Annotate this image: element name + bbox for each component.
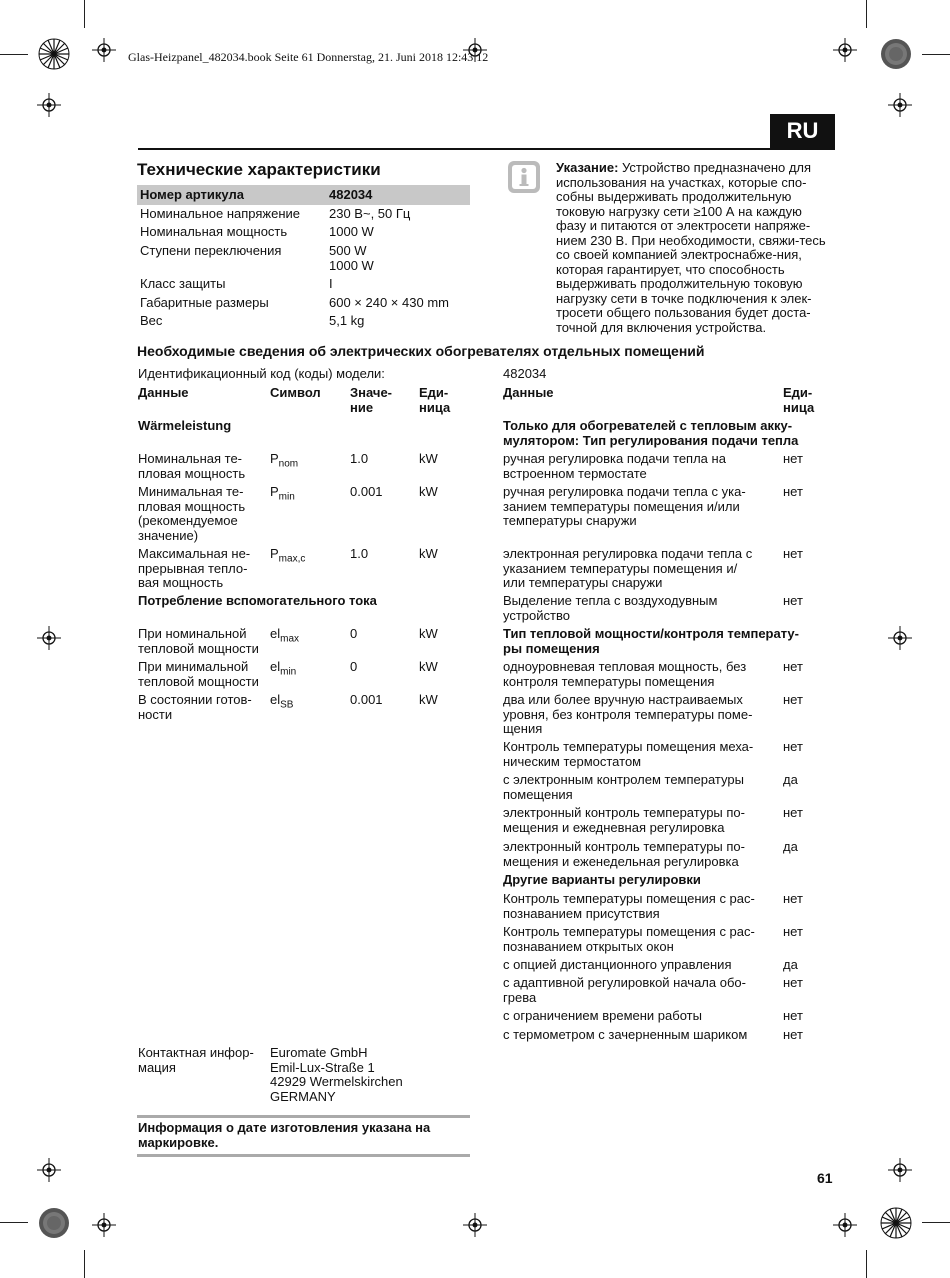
note-text: Устройство предназначено для использования на участках, которые спо-собны выдерживать продолжительную токовую нагрузку сети ≥100 А на каждую фазу и питаются от электросети напряже-нием 230 В. При необходимости, свяжи-тесь со своей компанией электроснабже-ния, которая гарантирует, что способность выдерживать продолжительную токовую нагрузку сети в точке подключения к элек-тросети общего пользования будет доста-точной для включения устройства. (556, 160, 826, 335)
tech-label: Номинальное напряжение (140, 206, 301, 221)
group-heading: Тип тепловой мощности/контроля температу- ры помещения (503, 626, 799, 656)
group-heading: Wärmeleistung (138, 418, 232, 433)
left-row-value: 1.0 (350, 451, 369, 466)
right-row-value: нет (783, 593, 803, 608)
tech-label: Номер артикула (140, 187, 244, 202)
right-row-label: с термометром с зачерненным шариком (503, 1027, 748, 1042)
left-row-label: При номинальной тепловой мощности (138, 626, 259, 656)
right-row-value: нет (783, 659, 803, 674)
crop-mark (922, 54, 950, 55)
tech-title: Технические характеристики (137, 160, 381, 179)
model-label: Идентификационный код (коды) модели: (138, 366, 385, 381)
col-header-value: Значе- ние (350, 385, 393, 415)
left-row-symbol: $P_{nom}$ (270, 451, 299, 470)
right-row-label: с электронным контролем температуры помещения (503, 772, 744, 802)
tech-label: Вес (140, 313, 163, 328)
right-row-value: нет (783, 1008, 803, 1023)
right-row-label: два или более вручную настраиваемых уровня, без контроля температуры поме- щения (503, 692, 753, 736)
registration-mark-icon (37, 1158, 61, 1182)
tech-value: 600 × 240 × 430 mm (329, 295, 449, 310)
left-row-value: 0 (350, 659, 358, 674)
col-header-unit: Еди- ница (783, 385, 815, 415)
crop-mark (922, 1222, 950, 1223)
grey-disc-icon (880, 38, 912, 70)
contact-label: Контактная инфор- мация (138, 1045, 254, 1075)
right-row-value: нет (783, 924, 803, 939)
right-row-value: да (783, 772, 798, 787)
right-row-value: да (783, 957, 798, 972)
right-row-label: Выделение тепла с воздуходувным устройство (503, 593, 718, 623)
crop-mark (0, 1222, 28, 1223)
right-row-label: с адаптивной регулировкой начала обо- грева (503, 975, 746, 1005)
tech-value: 230 В~, 50 Гц (329, 206, 411, 221)
info-icon (507, 160, 541, 194)
right-row-value: нет (783, 1027, 803, 1042)
crop-mark (0, 54, 28, 55)
registration-mark-icon (37, 626, 61, 650)
tech-value: 5,1 kg (329, 313, 365, 328)
note-block (556, 161, 831, 335)
left-row-symbol: $P_{min}$ (270, 484, 295, 503)
right-row-label: электронный контроль температуры по- мещения и еженедельная регулировка (503, 839, 745, 869)
note-label: Указание: (556, 160, 619, 175)
tech-value: 482034 (329, 187, 373, 202)
tech-value: I (329, 276, 333, 291)
left-row-unit: kW (419, 692, 438, 707)
registration-mark-icon (92, 1213, 116, 1237)
tech-label: Номинальная мощность (140, 224, 288, 239)
left-row-unit: kW (419, 451, 438, 466)
group-heading: Потребление вспомогательного тока (138, 593, 377, 608)
tech-label: Габаритные размеры (140, 295, 269, 310)
left-row-symbol: $el_{max}$ (270, 626, 300, 645)
erp-title: Необходимые сведения об электрических обогревателях отдельных помещений (137, 343, 705, 359)
left-row-label: При минимальной тепловой мощности (138, 659, 259, 689)
manufacture-note: Информация о дате изготовления указана на маркировке. (138, 1120, 431, 1150)
right-row-label: Контроль температуры помещения с рас- познаванием открытых окон (503, 924, 755, 954)
contact-value: Euromate GmbH Emil-Lux-Straße 1 42929 Wermelskirchen GERMANY (270, 1045, 403, 1104)
registration-mark-icon (833, 38, 857, 62)
registration-mark-icon (888, 1158, 912, 1182)
right-row-label: ручная регулировка подачи тепла на встроенном термостате (503, 451, 726, 481)
starburst-target-icon (880, 1207, 912, 1239)
left-row-label: Максимальная не- прерывная тепло- вая мощность (138, 546, 251, 590)
right-row-value: нет (783, 484, 803, 499)
group-heading: Только для обогревателей с тепловым акку- мулятором: Тип регулирования подачи тепла (503, 418, 799, 448)
language-tab: RU (770, 114, 835, 150)
left-row-label: В состоянии готов- ности (138, 692, 252, 722)
left-row-value: 0.001 (350, 484, 383, 499)
registration-mark-icon (37, 93, 61, 117)
crop-mark (84, 0, 85, 28)
right-row-value: нет (783, 739, 803, 754)
right-row-value: нет (783, 805, 803, 820)
left-row-unit: kW (419, 626, 438, 641)
left-row-value: 0.001 (350, 692, 383, 707)
right-row-label: Контроль температуры помещения с рас- познаванием присутствия (503, 891, 755, 921)
registration-mark-icon (888, 93, 912, 117)
left-row-label: Минимальная те- пловая мощность (рекомендуемое значение) (138, 484, 246, 543)
right-row-label: электронная регулировка подачи тепла с указанием температуры помещения и/ или температуры снаружи (503, 546, 753, 590)
col-header-data: Данные (138, 385, 189, 400)
right-row-label: электронный контроль температуры по- мещения и ежедневная регулировка (503, 805, 745, 835)
right-row-label: с ограничением времени работы (503, 1008, 702, 1023)
col-header-symbol: Символ (270, 385, 321, 400)
col-header-data: Данные (503, 385, 554, 400)
tech-label: Класс защиты (140, 276, 226, 291)
right-row-value: да (783, 839, 798, 854)
crop-mark (866, 1250, 867, 1278)
left-row-unit: kW (419, 484, 438, 499)
right-row-label: одноуровневая тепловая мощность, без контроля температуры помещения (503, 659, 747, 689)
registration-mark-icon (833, 1213, 857, 1237)
grey-disc-icon (38, 1207, 70, 1239)
group-heading: Другие варианты регулировки (503, 872, 701, 887)
left-row-value: 0 (350, 626, 358, 641)
left-row-label: Номинальная те- пловая мощность (138, 451, 246, 481)
right-row-label: Контроль температуры помещения меха- ническим термостатом (503, 739, 754, 769)
model-value: 482034 (503, 366, 547, 381)
left-row-unit: kW (419, 659, 438, 674)
tech-value: 500 W 1000 W (329, 243, 374, 273)
left-row-symbol: $el_{min}$ (270, 659, 297, 678)
crop-mark (84, 1250, 85, 1278)
right-row-value: нет (783, 891, 803, 906)
starburst-target-icon (38, 38, 70, 70)
right-row-value: нет (783, 692, 803, 707)
tech-label: Ступени переключения (140, 243, 282, 258)
page-number: 61 (817, 1170, 833, 1186)
left-row-symbol: $el_{SB}$ (270, 692, 294, 711)
right-row-label: ручная регулировка подачи тепла с ука- занием температуры помещения и/или температуры снаружи (503, 484, 746, 528)
right-row-value: нет (783, 975, 803, 990)
right-row-value: нет (783, 451, 803, 466)
left-row-value: 1.0 (350, 546, 369, 561)
print-header: Glas-Heizpanel_482034.book Seite 61 Donnerstag, 21. Juni 2018 12:43 12 (128, 50, 489, 64)
right-row-value: нет (783, 546, 803, 561)
registration-mark-icon (463, 1213, 487, 1237)
registration-mark-icon (92, 38, 116, 62)
top-rule (138, 148, 832, 150)
tech-value: 1000 W (329, 224, 374, 239)
registration-mark-icon (888, 626, 912, 650)
crop-mark (866, 0, 867, 28)
left-row-symbol: $P_{max,c}$ (270, 546, 306, 565)
left-row-unit: kW (419, 546, 438, 561)
right-row-label: с опцией дистанционного управления (503, 957, 732, 972)
col-header-unit: Еди- ница (419, 385, 451, 415)
